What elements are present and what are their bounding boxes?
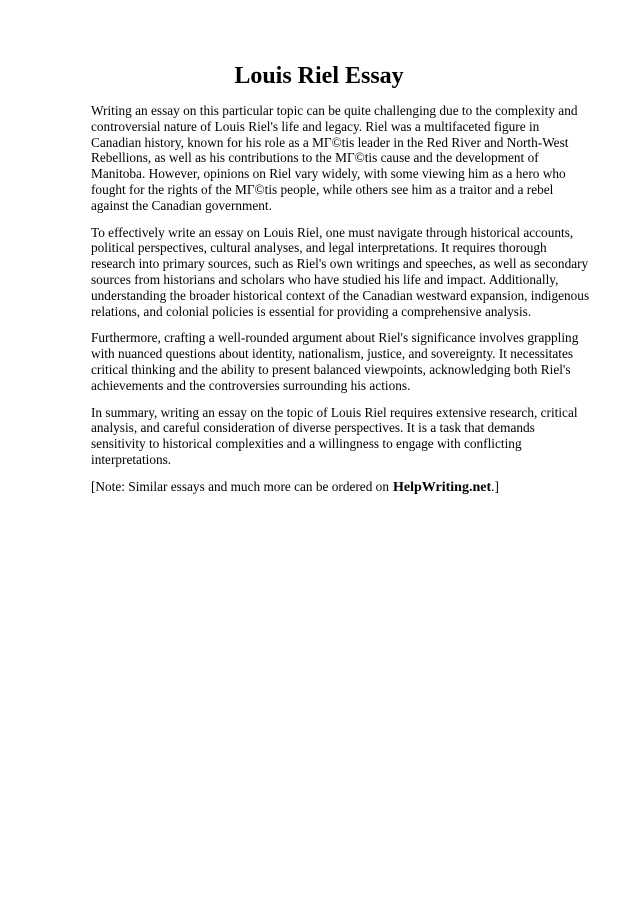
note-line [91, 479, 591, 496]
paragraph-1: Writing an essay on this particular topic can be quite challenging due to the complexity and controversial nature of Louis Riel's life and legacy. Riel was a multifaceted figure in Canadian history, known for his role as a MГ©tis leader in the Red River and North-West Rebellions, as well as his contributions to the MГ©tis cause and the development of Manitoba. However, opinions on Riel vary widely, with some viewing him as a hero who fought for the rights of the MГ©tis people, while others see him as a traitor and a rebel against the Canadian government. [91, 103, 578, 213]
page-title: Louis Riel Essay [234, 63, 404, 89]
note-prefix: [Note: Similar essays and much more can be ordered on [91, 478, 389, 494]
paragraph-4: In summary, writing an essay on the topic of Louis Riel requires extensive research, critical analysis, and careful consideration of diverse perspectives. It is a task that demands sensitivity to historical complexities and a willingness to engage with conflicting interpretations. [91, 404, 578, 467]
paragraph-3: Furthermore, crafting a well-rounded argument about Riel's significance involves grappling with nuanced questions about identity, nationalism, justice, and sovereignty. It necessitates critical thinking and the ability to present balanced viewpoints, acknowledging both Riel's achievements and the controversies surrounding his actions. [91, 330, 579, 393]
helpwriting-link[interactable]: HelpWriting.net [392, 479, 492, 495]
paragraph-2: To effectively write an essay on Louis Riel, one must navigate through historical accounts, political perspectives, cultural analyses, and legal interpretations. It requires thorough research into primary sources, such as Riel's own writings and speeches, as well as secondary sources from historians and scholars who have studied his life and impact. Additionally, understanding the broader historical context of the Canadian westward expansion, indigenous relations, and colonial policies is essential for providing a comprehensive analysis. [91, 224, 590, 319]
essay-body [91, 103, 591, 507]
note-suffix: .] [491, 478, 499, 494]
